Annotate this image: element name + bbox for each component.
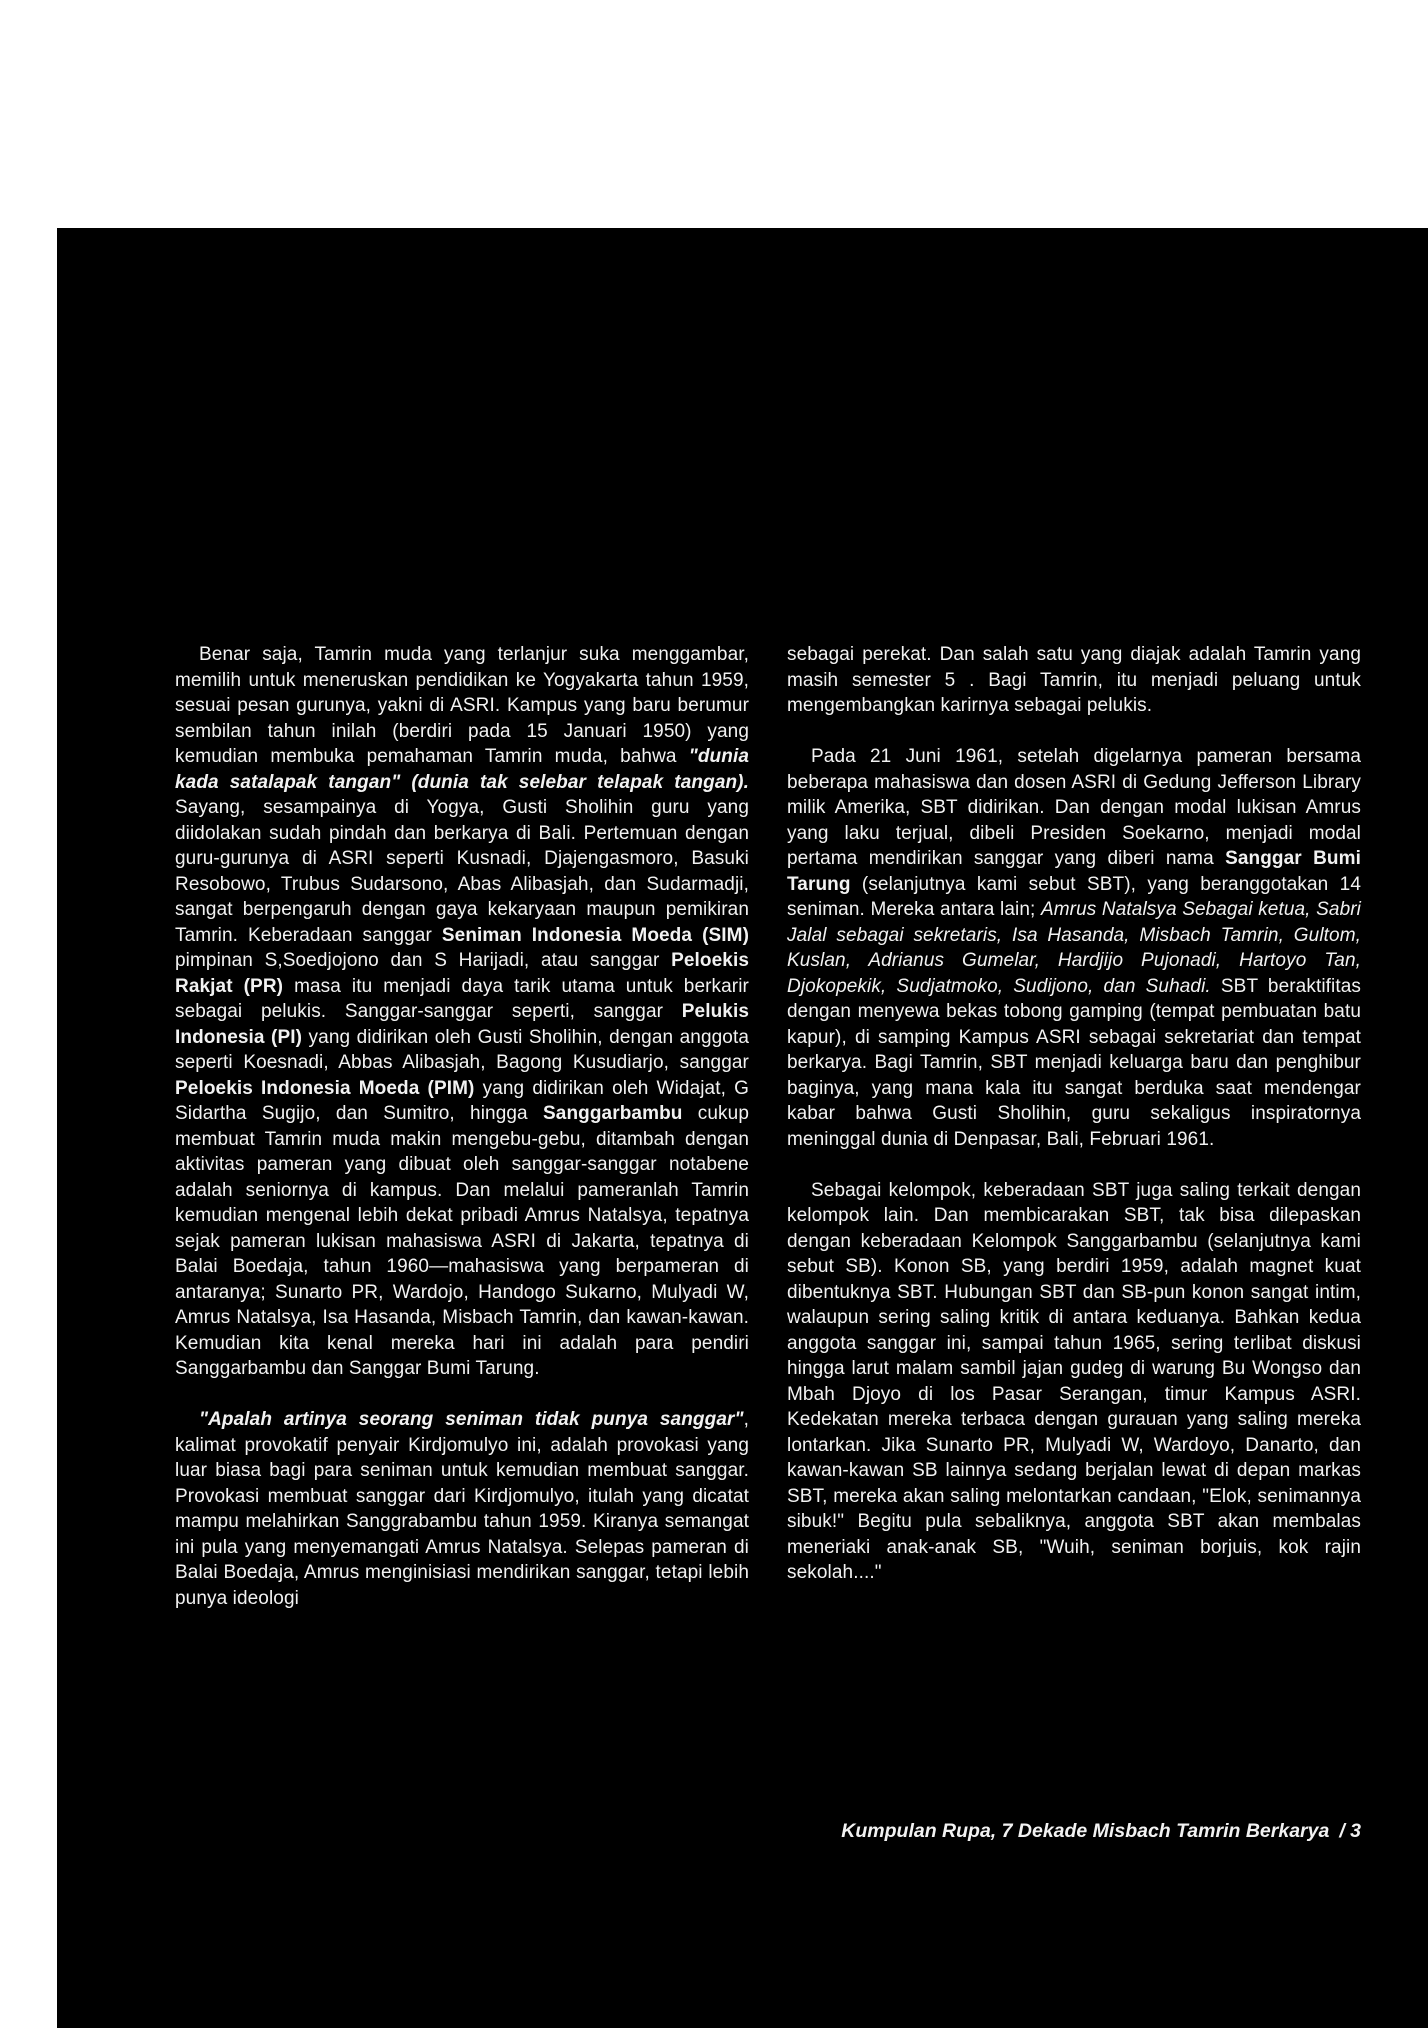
footer-page-number: / 3 bbox=[1339, 1820, 1361, 1842]
text-segment: Sanggarbambu bbox=[543, 1103, 683, 1124]
paragraph bbox=[175, 1407, 749, 1611]
text-segment: yang didirikan oleh Widajat, G Sidartha Sugijo, dan Sumitro, hingga bbox=[175, 1077, 749, 1124]
left-column bbox=[175, 642, 749, 1637]
printed-black-area bbox=[57, 228, 1428, 2028]
right-column bbox=[787, 642, 1361, 1637]
text-segment: Sebagai kelompok, keberadaan SBT juga saling terkait dengan kelompok lain. Dan membicarakan SBT, tak bisa dilepaskan dengan keberadaan Kelompok Sanggarbambu (selanjutnya kami sebut SB). Konon SB, yang berdiri 1959, adalah magnet kuat dibentuknya SBT. Hubungan SBT dan SB-pun konon sangat intim, walaupun sering saling kritik di antara keduanya. Bahkan kedua anggota sanggar ini, sampai tahun 1965, sering terlibat diskusi hingga larut malam sambil jajan gudeg di warung Bu Wongso dan Mbah Djoyo di los Pasar Serangan, timur Kampus ASRI. Kedekatan mereka terbaca dengan gurauan yang saling mereka lontarkan. Jika Sunarto PR, Mulyadi W, Wardoyo, Danarto, dan kawan-kawan SB lainnya sedang berjalan lewat di depan markas SBT, mereka akan saling melontarkan candaan, "Elok, senimannya sibuk!" Begitu pula sebaliknya, anggota SBT akan membalas meneriaki anak-anak SB, "Wuih, seniman borjuis, kok rajin sekolah...." bbox=[787, 1179, 1361, 1583]
text-segment: "Apalah artinya seorang seniman tidak punya sanggar" bbox=[199, 1409, 744, 1430]
text-segment: Sanggar Bumi Tarung bbox=[787, 848, 1361, 895]
text-segment: , kalimat provokatif penyair Kirdjomulyo ini, adalah provokasi yang luar biasa bagi para seniman untuk kemudian membuat sanggar. Provokasi membuat sanggar dari Kirdjomulyo, itulah yang dicatat mampu melahirkan Sanggrabambu tahun 1959. Kiranya semangat ini pula yang menyemangati Amrus Natalsya. Selepas pameran di Balai Boedaja, Amrus menginisiasi mendirikan sanggar, tetapi lebih punya ideologi bbox=[175, 1409, 749, 1609]
footer-book-title: Kumpulan Rupa, 7 Dekade Misbach Tamrin Berkarya bbox=[841, 1820, 1330, 1842]
text-segment: Amrus Natalsya Sebagai ketua, Sabri Jalal sebagai sekretaris, Isa Hasanda, Misbach Tamrin, Gultom, Kuslan, Adrianus Gumelar, Hardjijo Pujonadi, Hartoyo Tan, Djokopekik, Sudjatmoko, Sudijono, dan Suhadi. bbox=[787, 899, 1361, 997]
text-segment: Pada 21 Juni 1961, setelah digelarnya pameran bersama beberapa mahasiswa dan dosen ASRI di Gedung Jefferson Library milik Amerika, SBT didirikan. Dan dengan modal lukisan Amrus yang laku terjual, dibeli Presiden Soekarno, menjadi modal pertama mendirikan sanggar yang diberi nama bbox=[787, 746, 1361, 869]
paragraph bbox=[787, 744, 1361, 1152]
text-segment: yang didirikan oleh Gusti Sholihin, dengan anggota seperti Koesnadi, Abbas Alibasjah, Bagong Kusudiarjo, sanggar bbox=[175, 1026, 750, 1073]
text-segment: Sayang, sesampainya di Yogya, Gusti Sholihin guru yang diidolakan sudah pindah dan berkarya di Bali. Pertemuan dengan guru-gurunya di ASRI seperti Kusnadi, Djajengasmoro, Basuki Resobowo, Trubus Sudarsono, Abas Alibasjah, dan Sudarmadji, sangat berpengaruh dengan gaya kekaryaan maupun pemikiran Tamrin. Keberadaan sanggar bbox=[175, 797, 749, 946]
text-segment: Peloekis Rakjat (PR) bbox=[175, 950, 749, 997]
page-footer bbox=[175, 1820, 1361, 1843]
text-segment: sebagai perekat. Dan salah satu yang diajak adalah Tamrin yang masih semester 5 . Bagi Tamrin, itu menjadi peluang untuk mengembangkan karirnya sebagai pelukis. bbox=[787, 644, 1361, 716]
text-segment: masa itu menjadi daya tarik utama untuk berkarir sebagai pelukis. Sanggar-sanggar seperti, sanggar bbox=[175, 975, 749, 1022]
text-segment: (selanjutnya kami sebut SBT), yang beranggotakan 14 seniman. Mereka antara lain; bbox=[787, 873, 1361, 920]
text-segment: Pelukis Indonesia (PI) bbox=[175, 1001, 749, 1048]
text-segment: pimpinan S,Soedjojono dan S Harijadi, atau sanggar bbox=[175, 950, 672, 971]
paragraph bbox=[787, 1178, 1361, 1586]
text-segment: Benar saja, Tamrin muda yang terlanjur suka menggambar, memilih untuk meneruskan pendidikan ke Yogyakarta tahun 1959, sesuai pesan gurunya, yakni di ASRI. Kampus yang baru berumur sembilan tahun inilah (berdiri pada 15 Januari 1950) yang kemudian membuka pemahaman Tamrin muda, bahwa bbox=[175, 644, 749, 767]
paragraph bbox=[787, 642, 1361, 719]
paragraph bbox=[175, 642, 749, 1382]
text-segment: Seniman Indonesia Moeda (SIM) bbox=[441, 924, 749, 946]
text-columns bbox=[175, 642, 1361, 1637]
text-segment: cukup membuat Tamrin muda makin mengebu-gebu, ditambah dengan aktivitas pameran yang dibuat oleh sanggar-sanggar notabene adalah seniornya di kampus. Dan melalui pameranlah Tamrin kemudian mengenal lebih dekat pribadi Amrus Natalsya, tepatnya sejak pameran lukisan mahasiswa ASRI di Jakarta, tepatnya di Balai Boedaja, tahun 1960—mahasiswa yang berpameran di antaranya; Sunarto PR, Wardojo, Handogo Sukarno, Mulyadi W, Amrus Natalsya, Isa Hasanda, Misbach Tamrin, dan kawan-kawan. Kemudian kita kenal mereka hari ini adalah para pendiri Sanggarbambu dan Sanggar Bumi Tarung. bbox=[175, 1103, 749, 1379]
text-segment: SBT beraktifitas dengan menyewa bekas tobong gamping (tempat pembuatan batu kapur), di samping Kampus ASRI sebagai sekretariat dan tempat berkarya. Bagi Tamrin, SBT menjadi keluarga baru dan penghibur baginya, yang mana kala itu sangat berduka saat mendengar kabar bahwa Gusti Sholihin, guru sekaligus inspiratornya meninggal dunia di Denpasar, Bali, Februari 1961. bbox=[787, 975, 1361, 1150]
text-segment: "dunia kada satalapak tangan" (dunia tak selebar telapak tangan). bbox=[175, 746, 749, 793]
text-segment: Peloekis Indonesia Moeda (PIM) bbox=[175, 1077, 475, 1099]
